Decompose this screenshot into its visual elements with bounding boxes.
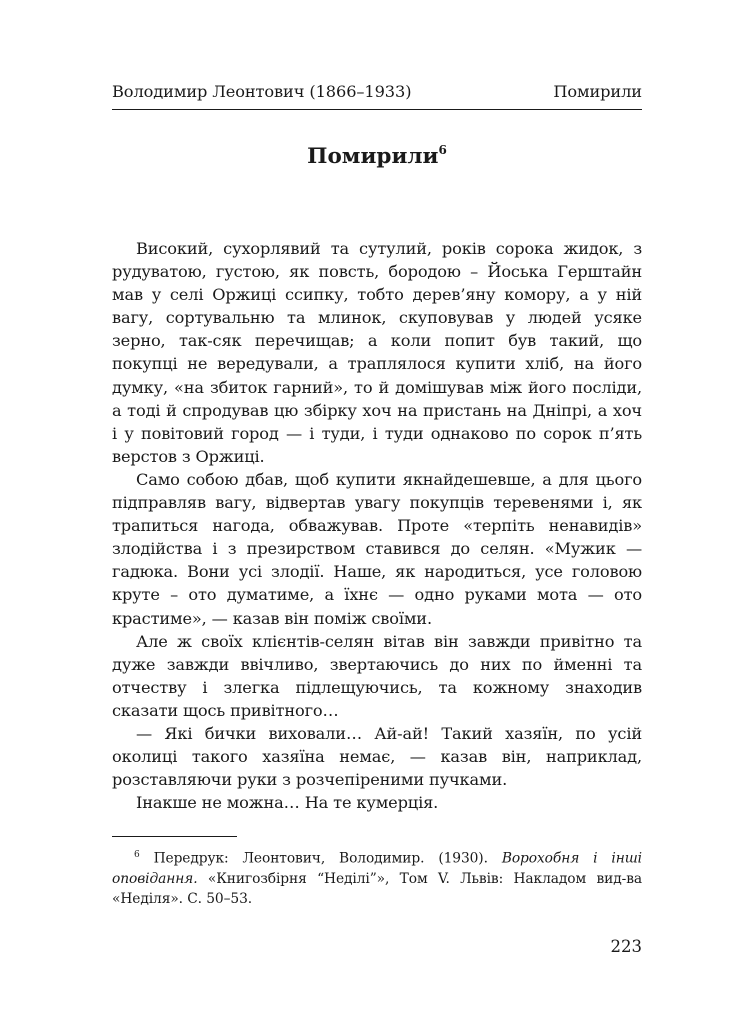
- footnote-italic-title: Ворохобня і інші оповідання.: [112, 850, 642, 887]
- title-footnote-marker: 6: [438, 143, 447, 157]
- footnote: [112, 845, 642, 909]
- paragraph: Високий, сухорлявий та сутулий, років сорока жидок, з рудуватою, густою, як повсть, бородою – Йоська Герштайн мав у селі Оржиці ссипку, тобто дерев’яну комору, а у ній вагу, сортувальню та млинок, скуповував у людей усяке зерно, так-сяк перечищав; а коли попит був такий, що покупці не вередували, а траплялося купити хліб, на його думку, «на збиток гарний», то й домішував між його посліди, а тоді й спродував цю збірку хоч на пристань на Дніпрі, а хоч і у повітовий город — і туди, і туди однаково по сорок п’ять верстов з Оржиці.: [112, 239, 642, 466]
- page-number: 223: [610, 937, 642, 956]
- paragraph: Інакше не можна… На те кумерція.: [136, 793, 439, 813]
- paragraph: Але ж своїх клієнтів-селян вітав він завжди привітно та дуже завжди ввічливо, звертаючись до них по йменні та отчеству і злегка підлещуючись, та кожному знаходив сказати щось привітного…: [112, 631, 642, 720]
- paragraph: Само собою дбав, щоб купити якнайдешевше, а для цього підправляв вагу, відвертав увагу покупців теревенями і, як трапиться нагода, обважував. Проте «терпіть ненавидів» злодійства і з презирством ставився до селян. «Мужик — гадюка. Вони усі злодії. Наше, як народиться, усе головою круте – ото думатиме, а їхнє — одно руками мота — ото крастиме», — казав він поміж своїми.: [112, 469, 642, 628]
- footnote-divider: [112, 836, 237, 837]
- chapter-title-text: Помирили: [307, 144, 439, 170]
- chapter-title: [112, 144, 642, 169]
- header-running-title: Помирили: [553, 82, 642, 101]
- header-divider: [112, 109, 642, 110]
- footnote-text-after: «Книгозбірня “Неділі”», Том V. Львів: Накладом вид-ва «Неділя». С. 50–53.: [112, 870, 642, 907]
- footnote-number: 6: [134, 850, 140, 860]
- header-author: Володимир Леонтович (1866–1933): [112, 82, 412, 101]
- paragraph: — Які бички виховали… Ай-ай! Такий хазяїн, по усій околиці такого хазяїна немає, — казав він, наприклад, розставляючи руки з розчепіреними пучками.: [112, 723, 642, 790]
- body-text: [112, 237, 642, 814]
- running-header: [112, 82, 642, 101]
- footnote-text-before: Передрук: Леонтович, Володимир. (1930).: [153, 850, 502, 867]
